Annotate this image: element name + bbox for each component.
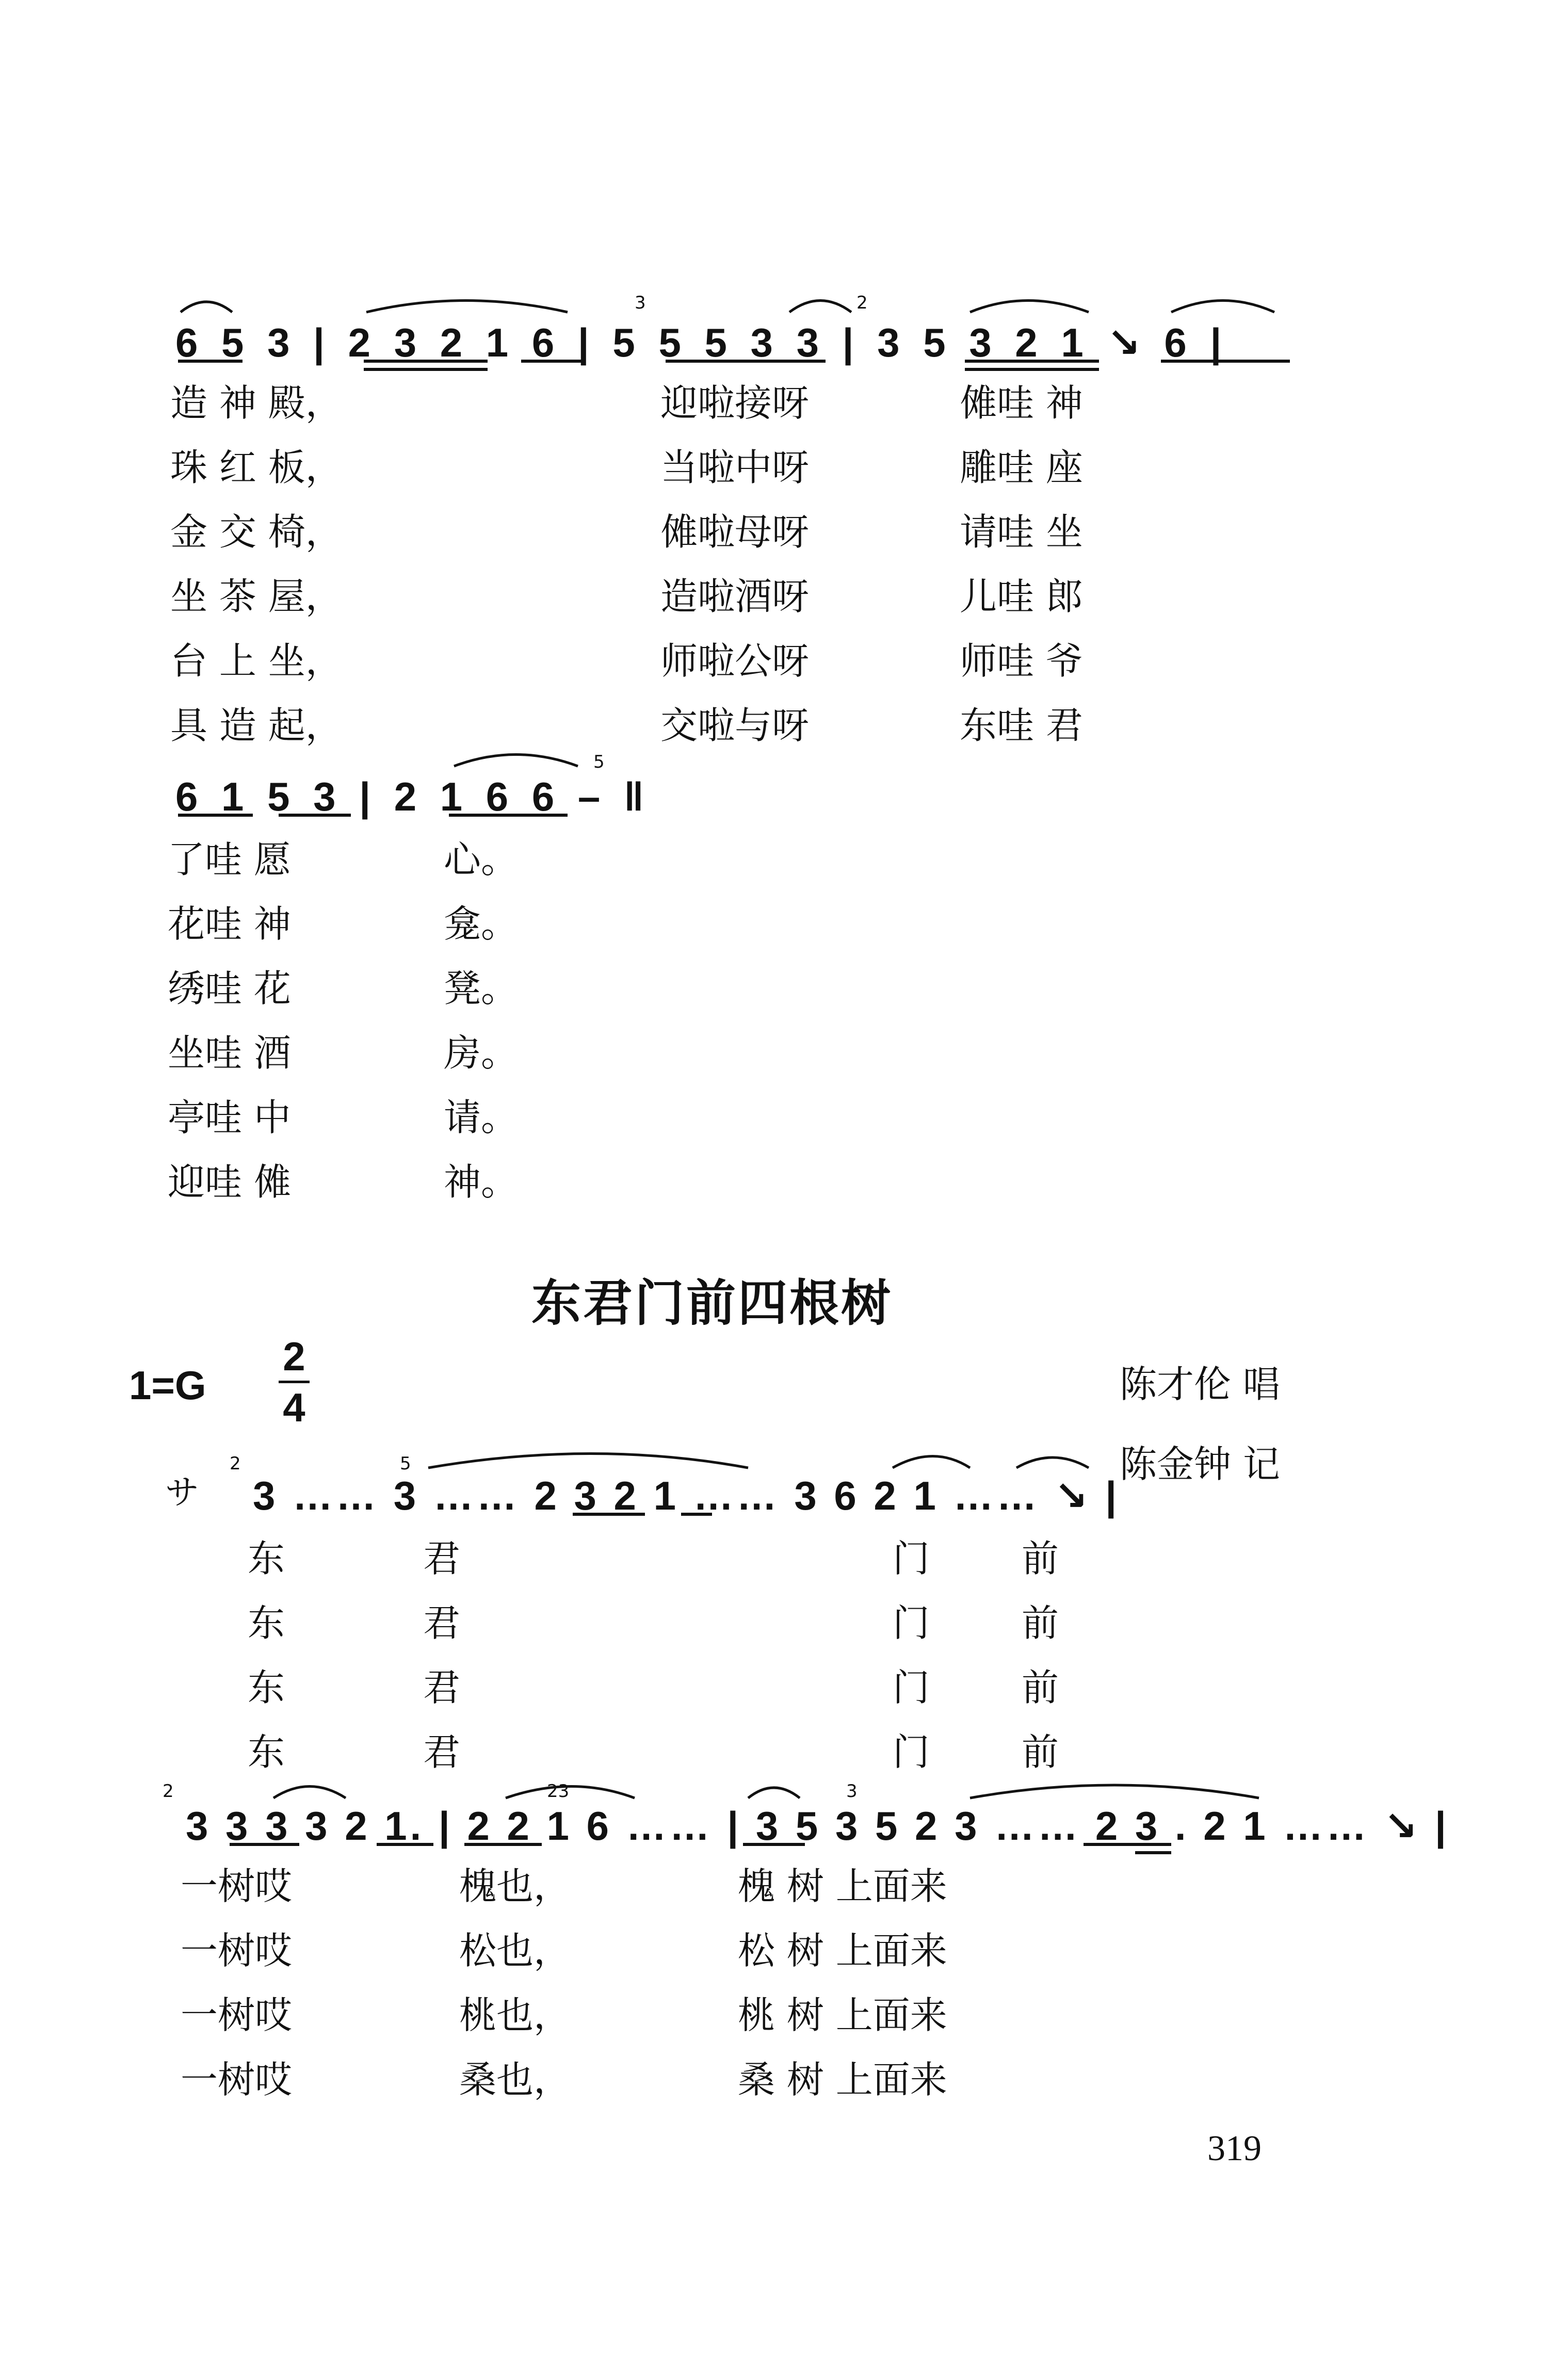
- s3-row1-d: 前: [1022, 1537, 1059, 1580]
- slur: [1171, 301, 1274, 313]
- s4-row4-b: 桑也，: [459, 2058, 571, 2101]
- s3-row2-d: 前: [1022, 1601, 1059, 1645]
- system1-grace-1: 3: [635, 293, 646, 313]
- s3-row2-c: 门: [893, 1601, 930, 1645]
- slur: [893, 1456, 970, 1468]
- s2-row1-a: 了哇 愿: [168, 838, 291, 881]
- song-title: 东君门前四根树: [531, 1274, 893, 1332]
- s3-row2-a: 东: [248, 1601, 285, 1645]
- s2-row3-b: 凳。: [444, 967, 519, 1010]
- system4-grace-2: 23: [547, 1781, 570, 1802]
- time-signature-bottom: 4: [283, 1385, 305, 1430]
- s1-row5-c: 师哇 爷: [960, 639, 1083, 683]
- s4-row3-a: 一树哎: [181, 1994, 293, 2037]
- s1-row3-c: 请哇 坐: [960, 510, 1083, 554]
- slur: [428, 1454, 748, 1468]
- s3-row3-d: 前: [1022, 1666, 1059, 1709]
- key-signature: 1=G: [129, 1363, 206, 1408]
- s1-row4-a: 坐 茶 屋，: [170, 575, 343, 618]
- s1-row3-a: 金 交 椅，: [170, 510, 343, 554]
- s1-row5-a: 台 上 坐，: [170, 639, 343, 683]
- s3-row3-c: 门: [893, 1666, 930, 1709]
- system3-notation: 3 …… 3 …… 2 3 2 1 …… 3 6 2 1 …… ↘ |: [253, 1473, 1120, 1518]
- s2-row2-a: 花哇 神: [168, 902, 291, 946]
- s4-row2-a: 一树哎: [181, 1929, 293, 1972]
- s1-row4-b: 造啦酒呀: [660, 575, 810, 618]
- recorder-credit: 陈金钟 记: [1120, 1443, 1280, 1486]
- s3-row1-b: 君: [423, 1537, 461, 1580]
- s3-row4-b: 君: [423, 1730, 461, 1774]
- singer-credit: 陈才伦 唱: [1120, 1363, 1280, 1406]
- time-signature-top: 2: [283, 1334, 305, 1379]
- slur: [181, 302, 232, 312]
- slur: [1016, 1457, 1089, 1468]
- system2-notation: 6 1 5 3 | 2 1 6 6 – ‖: [175, 774, 650, 819]
- s2-row5-a: 亭哇 中: [168, 1096, 291, 1139]
- s4-row1-b: 槐也，: [459, 1865, 571, 1908]
- s2-row6-a: 迎哇 傩: [168, 1160, 291, 1204]
- slur: [366, 301, 568, 313]
- system4-notation: 3 3 3 3 2 1. | 2 2 1 6 …… | 3 5 3 5 2 3 …… 2 3 . 2 1 …… ↘ |: [186, 1803, 1449, 1849]
- slur: [273, 1787, 346, 1799]
- s3-row4-d: 前: [1022, 1730, 1059, 1774]
- page-number: 319: [1207, 2129, 1262, 2168]
- s2-row4-a: 坐哇 酒: [168, 1031, 291, 1075]
- s4-row3-c: 桃 树 上面来: [738, 1994, 947, 2037]
- s2-row1-b: 心。: [444, 838, 519, 881]
- slur: [789, 301, 851, 313]
- s3-row4-c: 门: [893, 1730, 930, 1774]
- s4-row2-c: 松 树 上面来: [738, 1929, 947, 1972]
- s2-row3-a: 绣哇 花: [168, 967, 291, 1010]
- s1-row6-c: 东哇 君: [960, 704, 1083, 747]
- s3-row2-b: 君: [423, 1601, 461, 1645]
- s1-row4-c: 儿哇 郎: [960, 575, 1083, 618]
- s1-row1-a: 造 神 殿，: [170, 381, 343, 425]
- s1-row2-c: 雕哇 座: [960, 446, 1083, 489]
- s1-row6-a: 具 造 起，: [170, 704, 343, 747]
- slur: [454, 755, 578, 767]
- s3-row3-b: 君: [423, 1666, 461, 1709]
- s4-row2-b: 松也，: [459, 1929, 571, 1972]
- slur: [970, 1785, 1259, 1798]
- system3-grace-2: 5: [400, 1453, 411, 1474]
- s2-row4-b: 房。: [444, 1031, 519, 1075]
- s1-row1-c: 傩哇 神: [960, 381, 1083, 425]
- s4-row4-c: 桑 树 上面来: [738, 2058, 947, 2101]
- system1-notation: 6 5 3 | 2 3 2 1 6 | 5 5 5 3 3 | 3 5 3 2 1 ↘ 6 |: [175, 320, 1228, 365]
- s4-row1-c: 槐 树 上面来: [738, 1865, 947, 1908]
- slur: [748, 1788, 800, 1798]
- s3-row1-a: 东: [248, 1537, 285, 1580]
- s4-row3-b: 桃也，: [459, 1994, 571, 2037]
- s4-row1-a: 一树哎: [181, 1865, 293, 1908]
- s1-row2-a: 珠 红 板，: [170, 446, 343, 489]
- s1-row5-b: 师啦公呀: [660, 639, 810, 683]
- system3-grace-1: 2: [230, 1453, 241, 1474]
- s3-row1-c: 门: [893, 1537, 930, 1580]
- s1-row3-b: 傩啦母呀: [660, 510, 810, 554]
- system2-grace: 5: [593, 752, 605, 772]
- system1-grace-2: 2: [856, 293, 868, 313]
- system4-grace-3: 3: [846, 1781, 858, 1802]
- s1-row1-b: 迎啦接呀: [660, 381, 810, 425]
- s3-row3-a: 东: [248, 1666, 285, 1709]
- s1-row2-b: 当啦中呀: [660, 446, 810, 489]
- slur: [506, 1787, 635, 1799]
- s2-row2-b: 龛。: [444, 902, 519, 946]
- s1-row6-b: 交啦与呀: [660, 704, 810, 747]
- s2-row5-b: 请。: [444, 1096, 519, 1139]
- s2-row6-b: 神。: [444, 1160, 519, 1204]
- s3-row4-a: 东: [248, 1730, 285, 1774]
- s4-row4-a: 一树哎: [181, 2058, 293, 2101]
- slur: [970, 301, 1089, 313]
- system4-grace-1: 2: [163, 1781, 174, 1802]
- sanban-mark: サ: [165, 1472, 199, 1512]
